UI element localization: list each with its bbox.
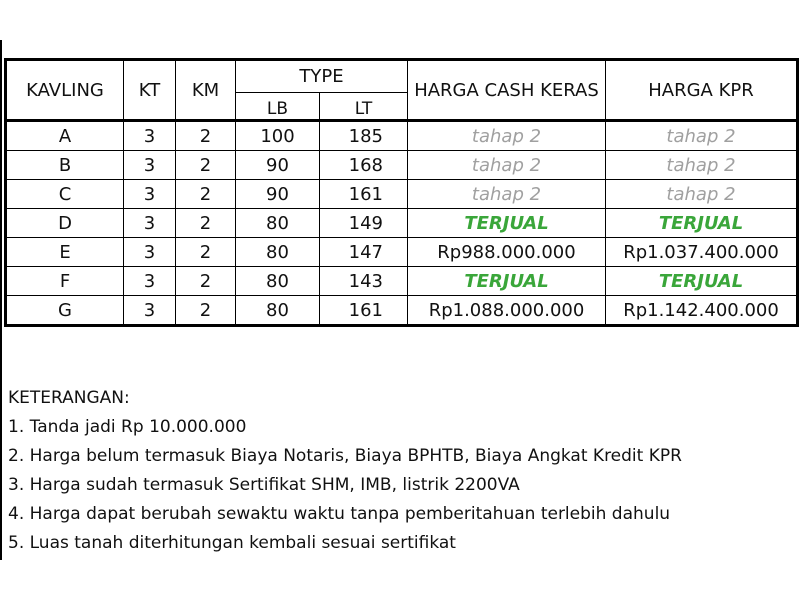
cell-lb: 80: [236, 238, 320, 267]
cell-kavling: A: [6, 121, 124, 151]
table-row: [6, 296, 798, 326]
price-table: [4, 58, 799, 327]
cell-lb: 80: [236, 267, 320, 296]
header-lt: LT: [320, 92, 408, 120]
cell-km: 2: [176, 180, 236, 209]
note-item: 1. Tanda jadi Rp 10.000.000: [8, 417, 247, 437]
header-km: KM: [176, 60, 236, 121]
cell-cash: Rp988.000.000: [408, 238, 606, 267]
cell-kt: 3: [124, 296, 176, 326]
cell-cash: TERJUAL: [408, 267, 606, 296]
cell-km: 2: [176, 267, 236, 296]
cell-lb: 100: [236, 121, 320, 151]
cell-kavling: E: [6, 238, 124, 267]
cell-cash: tahap 2: [408, 121, 606, 151]
header-kpr: HARGA KPR: [606, 60, 798, 121]
table-row: [6, 180, 798, 209]
table-row: [6, 267, 798, 296]
cell-lb: 80: [236, 209, 320, 238]
cell-km: 2: [176, 151, 236, 180]
cell-km: 2: [176, 209, 236, 238]
note-item: 3. Harga sudah termasuk Sertifikat SHM, IMB, listrik 2200VA: [8, 475, 520, 495]
cell-kt: 3: [124, 121, 176, 151]
cell-lt: 168: [320, 151, 408, 180]
notes-section: [8, 384, 682, 558]
cell-kt: 3: [124, 180, 176, 209]
cell-kavling: F: [6, 267, 124, 296]
cell-kt: 3: [124, 267, 176, 296]
cell-kavling: B: [6, 151, 124, 180]
note-item: 4. Harga dapat berubah sewaktu waktu tanpa pemberitahuan terlebih dahulu: [8, 504, 671, 524]
cell-lb: 90: [236, 180, 320, 209]
cell-lt: 161: [320, 180, 408, 209]
cell-lt: 149: [320, 209, 408, 238]
header-kavling: KAVLING: [6, 60, 124, 121]
cell-kpr: tahap 2: [606, 121, 798, 151]
header-type: TYPE: [236, 60, 408, 93]
cell-kt: 3: [124, 238, 176, 267]
cell-cash: TERJUAL: [408, 209, 606, 238]
note-item: 2. Harga belum termasuk Biaya Notaris, Biaya BPHTB, Biaya Angkat Kredit KPR: [8, 446, 682, 466]
header-kt: KT: [124, 60, 176, 121]
cell-cash: Rp1.088.000.000: [408, 296, 606, 326]
table-row: [6, 238, 798, 267]
table-row: [6, 121, 798, 151]
cell-kpr: Rp1.142.400.000: [606, 296, 798, 326]
cell-lt: 143: [320, 267, 408, 296]
cell-kpr: TERJUAL: [606, 209, 798, 238]
cell-kpr: tahap 2: [606, 151, 798, 180]
cell-kavling: D: [6, 209, 124, 238]
cell-km: 2: [176, 121, 236, 151]
cell-kavling: G: [6, 296, 124, 326]
header-lb: LB: [236, 92, 320, 120]
cell-cash: tahap 2: [408, 180, 606, 209]
table-row: [6, 209, 798, 238]
cell-lb: 90: [236, 151, 320, 180]
header-cash: HARGA CASH KERAS: [408, 60, 606, 121]
notes-title: KETERANGAN:: [8, 388, 130, 408]
cell-kt: 3: [124, 151, 176, 180]
cell-kavling: C: [6, 180, 124, 209]
cell-lt: 147: [320, 238, 408, 267]
table-row: [6, 151, 798, 180]
cell-lb: 80: [236, 296, 320, 326]
cell-km: 2: [176, 238, 236, 267]
cell-kpr: TERJUAL: [606, 267, 798, 296]
left-border-line: [0, 40, 2, 560]
cell-km: 2: [176, 296, 236, 326]
cell-lt: 161: [320, 296, 408, 326]
cell-lt: 185: [320, 121, 408, 151]
note-item: 5. Luas tanah diterhitungan kembali sesuai sertifikat: [8, 533, 456, 553]
cell-kpr: Rp1.037.400.000: [606, 238, 798, 267]
cell-kt: 3: [124, 209, 176, 238]
cell-kpr: tahap 2: [606, 180, 798, 209]
cell-cash: tahap 2: [408, 151, 606, 180]
